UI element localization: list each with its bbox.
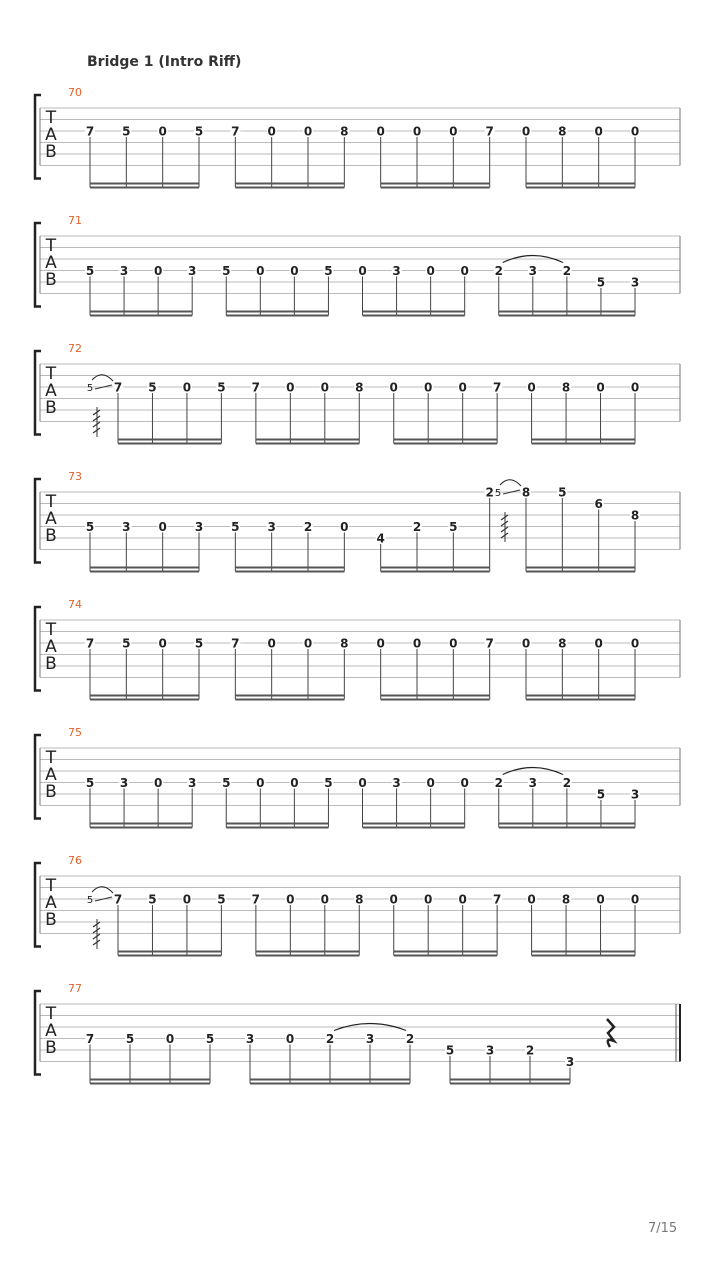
fret-number: 0 [267,124,276,139]
fret-number: 5 [558,485,567,500]
fret-number: 3 [194,520,204,534]
fret-number: 0 [527,380,536,395]
fret-number: 5 [125,1032,135,1046]
tab-clef-letter: B [45,1038,57,1058]
fret-number: 2 [494,776,503,790]
fret-number: 0 [267,636,276,651]
tab-clef-letter: T [45,748,57,768]
fret-number: 2 [562,264,572,278]
tab-clef-letter: A [45,509,57,529]
fret-number: 3 [245,1032,255,1046]
measure-number: 74 [68,598,82,611]
tab-clef-letter: A [45,765,57,785]
tab-clef-letter: A [45,253,57,273]
fret-number: 7 [113,892,123,907]
grace-slur [500,480,521,486]
fret-number: 3 [528,264,537,278]
fret-number: 5 [205,1032,215,1046]
fret-number: 8 [355,380,364,395]
fret-number: 0 [424,892,433,907]
fret-number: 8 [558,124,567,139]
tab-clef-letter: A [45,125,57,145]
fret-number: 0 [594,124,603,139]
fret-number: 0 [376,124,385,139]
fret-number: 0 [153,264,163,278]
fret-number: 7 [85,124,95,139]
fret-number: 2 [562,776,572,790]
tab-clef-letter: T [45,1004,57,1024]
fret-number: 6 [594,497,603,511]
fret-number: 3 [188,776,197,790]
fret-number: 3 [122,520,131,534]
fret-number: 0 [340,520,349,534]
fret-number: 7 [231,124,240,139]
fret-number: 0 [286,892,295,907]
tab-clef-letter: T [45,108,57,128]
tab-clef-letter: T [45,876,57,896]
fret-number: 0 [290,264,299,278]
fret-number: 0 [320,892,329,907]
tab-clef-letter: B [45,782,57,802]
fret-number: 5 [324,264,333,278]
fret-number: 5 [324,776,333,790]
fret-number: 0 [376,636,385,651]
tab-clef-letter: A [45,893,57,913]
fret-number: 0 [303,636,313,651]
tab-clef-letter: A [45,637,57,657]
fret-number: 0 [158,124,167,139]
fret-number: 0 [449,124,458,139]
fret-number: 5 [148,380,157,395]
tab-clef-letter: B [45,526,57,546]
tab-clef-letter: B [45,910,57,930]
fret-number: 5 [222,776,231,790]
fret-number: 0 [256,776,265,790]
fret-number: 0 [389,892,398,907]
fret-number: 5 [85,520,95,534]
fret-number: 3 [630,275,640,290]
fret-number: 0 [426,776,435,790]
fret-number: 2 [525,1043,535,1058]
tab-clef-letter: T [45,492,57,512]
fret-number: 3 [630,787,640,802]
fret-number: 3 [119,264,129,278]
fret-number: 7 [485,636,494,651]
fret-number: 0 [320,380,329,395]
fret-number: 0 [460,776,469,790]
fret-number: 5 [194,124,204,139]
tab-clef-letter: T [45,364,57,384]
fret-number: 0 [426,264,435,278]
tab-clef-letter: A [45,1021,57,1041]
fret-number: 5 [217,892,226,907]
fret-number: 3 [392,264,401,278]
measure-number: 76 [68,854,82,867]
fret-number: 0 [389,380,398,395]
fret-number: 0 [458,892,467,907]
fret-number: 5 [449,520,458,534]
fret-number: 0 [449,636,458,651]
measure-number: 71 [68,214,82,227]
fret-number: 0 [630,636,640,651]
fret-number: 0 [596,380,605,395]
fret-number: 5 [596,787,606,802]
fret-number: 7 [85,1032,95,1046]
fret-number: 5 [217,380,226,395]
fret-number: 0 [412,124,422,139]
grace-note-fret: 5 [494,488,502,499]
fret-number: 7 [231,636,240,651]
fret-number: 5 [231,520,240,534]
fret-number: 0 [521,124,531,139]
measure-number: 77 [68,982,82,995]
fret-number: 0 [630,380,640,395]
page-number: 7/15 [648,1221,678,1236]
tab-clef-letter: B [45,654,57,674]
measure-number: 70 [68,86,82,99]
fret-number: 3 [119,776,129,790]
fret-number: 5 [222,264,231,278]
fret-number: 0 [285,1032,295,1046]
fret-number: 7 [485,124,494,139]
fret-number: 0 [290,776,299,790]
fret-number: 8 [355,892,364,907]
fret-number: 7 [251,380,261,395]
fret-number: 4 [376,531,385,546]
fret-number: 2 [405,1032,415,1046]
tab-clef-letter: T [45,620,57,640]
fret-number: 0 [158,636,167,651]
fret-number: 0 [286,380,295,395]
fret-number: 0 [153,776,163,790]
fret-number: 5 [445,1043,455,1058]
fret-number: 0 [412,636,422,651]
fret-number: 0 [358,264,367,278]
fret-number: 0 [460,264,469,278]
grace-note-fret: 5 [86,895,94,906]
fret-number: 2 [303,520,313,534]
fret-number: 3 [267,520,276,534]
fret-number: 8 [558,636,567,651]
tab-clef-letter: B [45,398,57,418]
measure-number: 75 [68,726,82,739]
fret-number: 3 [565,1055,575,1069]
fret-number: 0 [256,264,265,278]
fret-number: 5 [122,636,131,651]
fret-number: 5 [122,124,131,139]
fret-number: 0 [458,380,467,395]
fret-number: 7 [251,892,261,907]
fret-number: 0 [165,1032,175,1046]
fret-number: 0 [594,636,603,651]
fret-number: 2 [325,1032,335,1046]
fret-number: 3 [365,1032,375,1046]
fret-number: 5 [85,776,95,790]
fret-number: 8 [521,485,531,500]
fret-number: 5 [148,892,157,907]
fret-number: 0 [424,380,433,395]
fret-number: 0 [630,892,640,907]
tab-clef-letter: A [45,381,57,401]
measure-number: 73 [68,470,82,483]
quarter-rest [607,1019,614,1047]
section-title: Bridge 1 (Intro Riff) [87,54,242,70]
fret-number: 3 [528,776,537,790]
fret-number: 7 [492,380,502,395]
fret-number: 2 [485,485,494,500]
measure-number: 72 [68,342,82,355]
fret-number: 7 [113,380,123,395]
fret-number: 2 [494,264,503,278]
fret-number: 3 [188,264,197,278]
fret-number: 3 [392,776,401,790]
fret-number: 2 [412,520,422,534]
tab-clef-letter: B [45,270,57,290]
fret-number: 8 [561,380,571,395]
fret-number: 0 [630,124,640,139]
fret-number: 0 [303,124,313,139]
fret-number: 7 [492,892,502,907]
fret-number: 8 [340,124,349,139]
fret-number: 0 [596,892,605,907]
fret-number: 5 [194,636,204,651]
tab-clef-letter: T [45,236,57,256]
fret-number: 8 [630,508,640,523]
fret-number: 0 [521,636,531,651]
fret-number: 5 [596,275,606,290]
fret-number: 3 [485,1043,495,1058]
fret-number: 5 [85,264,95,278]
fret-number: 0 [158,520,167,534]
fret-number: 0 [358,776,367,790]
fret-number: 0 [182,892,192,907]
fret-number: 7 [85,636,95,651]
fret-number: 0 [527,892,536,907]
fret-number: 0 [182,380,192,395]
fret-number: 8 [340,636,349,651]
fret-number: 8 [561,892,571,907]
tab-clef-letter: B [45,142,57,162]
grace-note-fret: 5 [86,383,94,394]
